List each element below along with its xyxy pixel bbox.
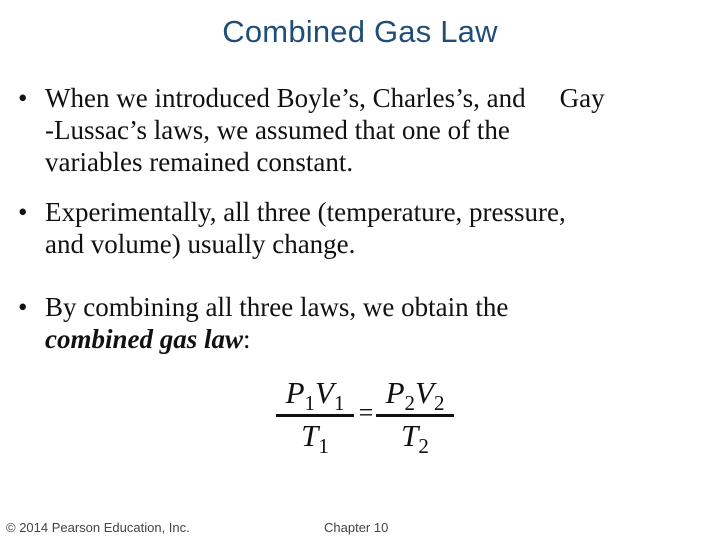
bullet-item-1 bbox=[18, 82, 605, 178]
right-fraction bbox=[376, 376, 454, 457]
subscript: 1 bbox=[304, 391, 315, 415]
copyright-footer: © 2014 Pearson Education, Inc. bbox=[6, 520, 190, 535]
bullet-1-line-3: variables remained constant. bbox=[45, 147, 354, 177]
bullet-icon: • bbox=[18, 83, 28, 113]
combined-gas-law-emphasis: combined gas law bbox=[45, 324, 244, 354]
combined-gas-law-formula bbox=[274, 376, 456, 466]
subscript: 2 bbox=[404, 391, 415, 415]
bullet-3-line-1: By combining all three laws, we obtain the bbox=[45, 292, 509, 322]
var-p: P bbox=[285, 375, 305, 410]
left-numerator bbox=[276, 376, 354, 414]
bullet-3-line-2-tail: : bbox=[243, 324, 251, 354]
subscript: 1 bbox=[333, 391, 345, 415]
var-t: T bbox=[301, 418, 319, 453]
bullet-3-line-2 bbox=[45, 323, 508, 355]
bullet-1-line-1-text: When we introduced Boyle’s, Charles’s, and bbox=[45, 83, 526, 113]
subscript: 2 bbox=[433, 391, 445, 415]
bullet-1-line-1-tail: Gay bbox=[559, 83, 605, 113]
equals-sign: = bbox=[358, 398, 374, 427]
slide-title: Combined Gas Law bbox=[222, 14, 498, 49]
bullet-item-3 bbox=[18, 291, 508, 355]
bullet-icon: • bbox=[18, 292, 28, 322]
bullet-icon: • bbox=[18, 197, 28, 227]
bullet-1-line-2: -Lussac’s laws, we assumed that one of the bbox=[45, 115, 510, 145]
var-v: V bbox=[415, 375, 434, 410]
bullet-1-line-1 bbox=[45, 82, 605, 114]
var-p: P bbox=[385, 375, 405, 410]
bullet-2-line-2: and volume) usually change. bbox=[45, 229, 356, 259]
subscript: 2 bbox=[418, 434, 429, 458]
subscript: 1 bbox=[318, 434, 329, 458]
left-denominator bbox=[276, 419, 354, 457]
left-fraction bbox=[276, 376, 354, 457]
var-v: V bbox=[315, 375, 334, 410]
chapter-footer: Chapter 10 bbox=[324, 520, 389, 535]
bullet-item-2 bbox=[18, 196, 566, 260]
right-denominator bbox=[376, 419, 454, 457]
right-numerator bbox=[376, 376, 454, 414]
bullet-2-line-1: Experimentally, all three (temperature, pressure, bbox=[45, 197, 566, 227]
var-t: T bbox=[401, 418, 419, 453]
